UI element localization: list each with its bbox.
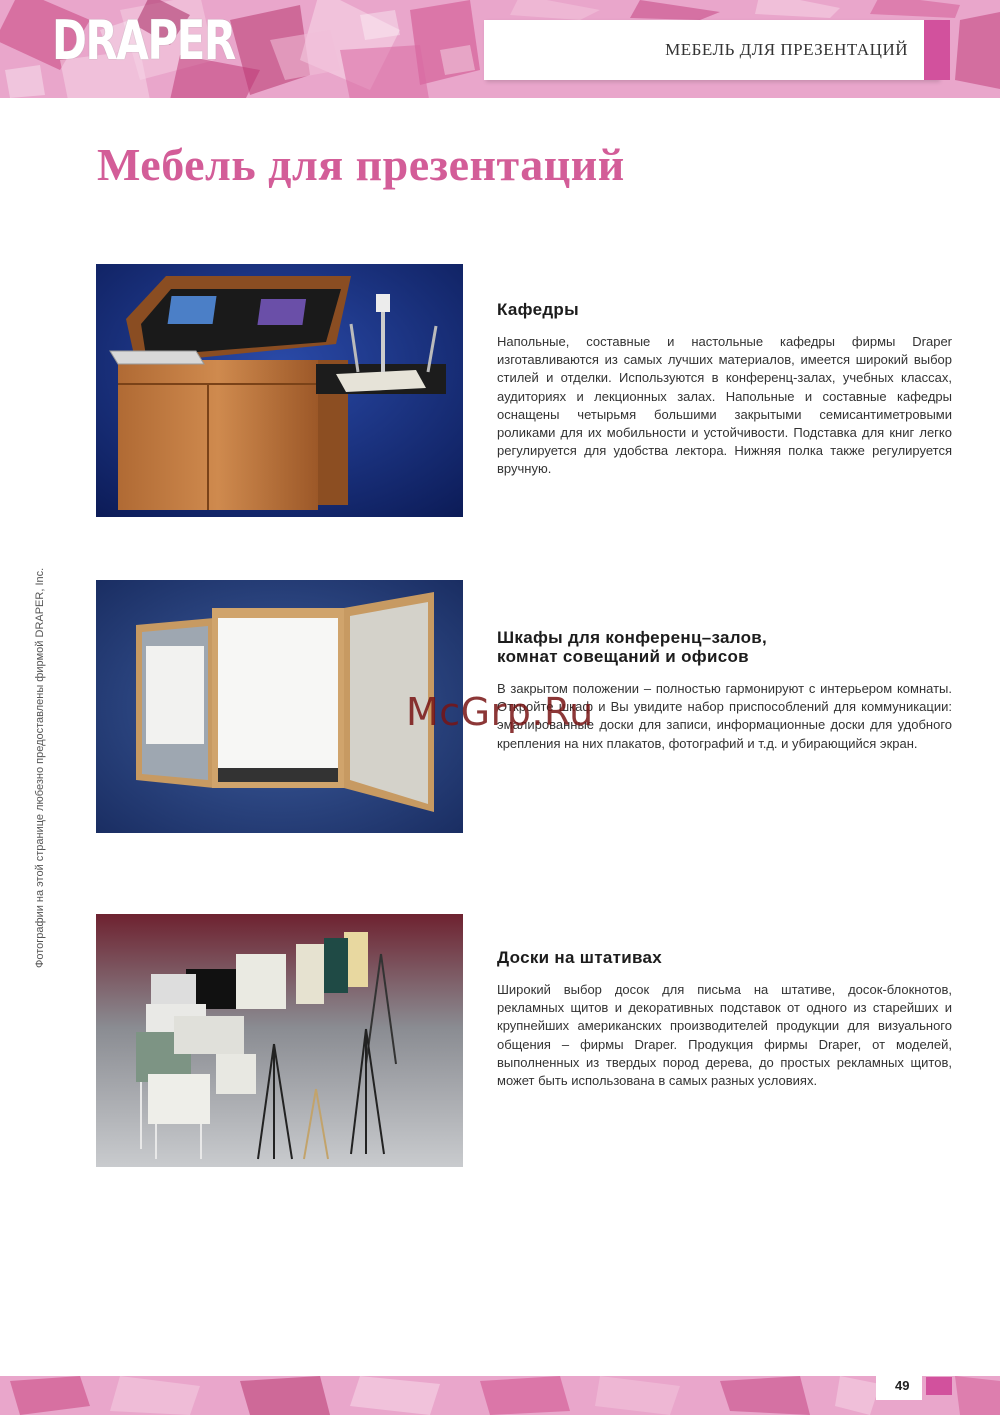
section-tab: [484, 20, 938, 80]
product-easels: [497, 948, 952, 1090]
page-number-marker: [926, 1377, 952, 1395]
heading-line-2: комнат совещаний и офисов: [497, 647, 749, 666]
page-number: 49: [895, 1378, 910, 1393]
podium-photo: [96, 264, 463, 517]
product-description: Широкий выбор досок для письма на штативе, досок-блокнотов, рекламных щитов и декоративных подставок от одного из старейших и крупнейших американских производителей продукции для визуального общения – фирмы Draper. Продукция фирмы Draper, от моделей, выполненных из твердых пород дерева, до простых рекламных щитов, может быть использована в самых разных условиях.: [497, 982, 952, 1089]
footer-band: [0, 1376, 1000, 1415]
page-title: Мебель для презентаций: [97, 139, 625, 190]
section-label: МЕБЕЛЬ ДЛЯ ПРЕЗЕНТАЦИЙ: [665, 40, 908, 59]
product-description: В закрытом положении – полностью гармонируют с интерьером комнаты. Откройте шкаф и Вы увидите набор приспособлений для коммуникации: эмалированные доски для записи, информационные доски для удобного крепления на них плакатов, фотографий и т.д. и убирающийся экран.: [497, 681, 952, 751]
product-heading: Доски на штативах: [497, 948, 663, 967]
heading-line-1: Шкафы для конференц–залов,: [497, 628, 768, 647]
draper-logo: DRAPER: [52, 9, 235, 72]
product-heading: [497, 628, 952, 666]
product-heading: Кафедры: [497, 300, 579, 319]
easels-photo: [96, 914, 463, 1167]
section-marker: [924, 20, 950, 80]
footer-pattern: [0, 1376, 1000, 1415]
product-podiums: [497, 300, 952, 479]
photo-credit-note: Фотографии на этой странице любезно предоставлены фирмой DRAPER, Inc.: [34, 567, 46, 968]
watermark: McGrp.Ru: [406, 690, 594, 734]
product-description: Напольные, составные и настольные кафедры фирмы Draper изготавливаются из самых лучших материалов, имеется широкий выбор стилей и отделки. Используются в конференц-залах, учебных классах, аудиториях и лекционных залах. Напольные и составные кафедры оснащены четырьмя большими закрытыми семисантиметровыми роликами для их мобильности и устойчивости. Подставка для книг легко регулируется для удобства лектора. Нижняя полка также регулируется вручную.: [497, 334, 952, 477]
